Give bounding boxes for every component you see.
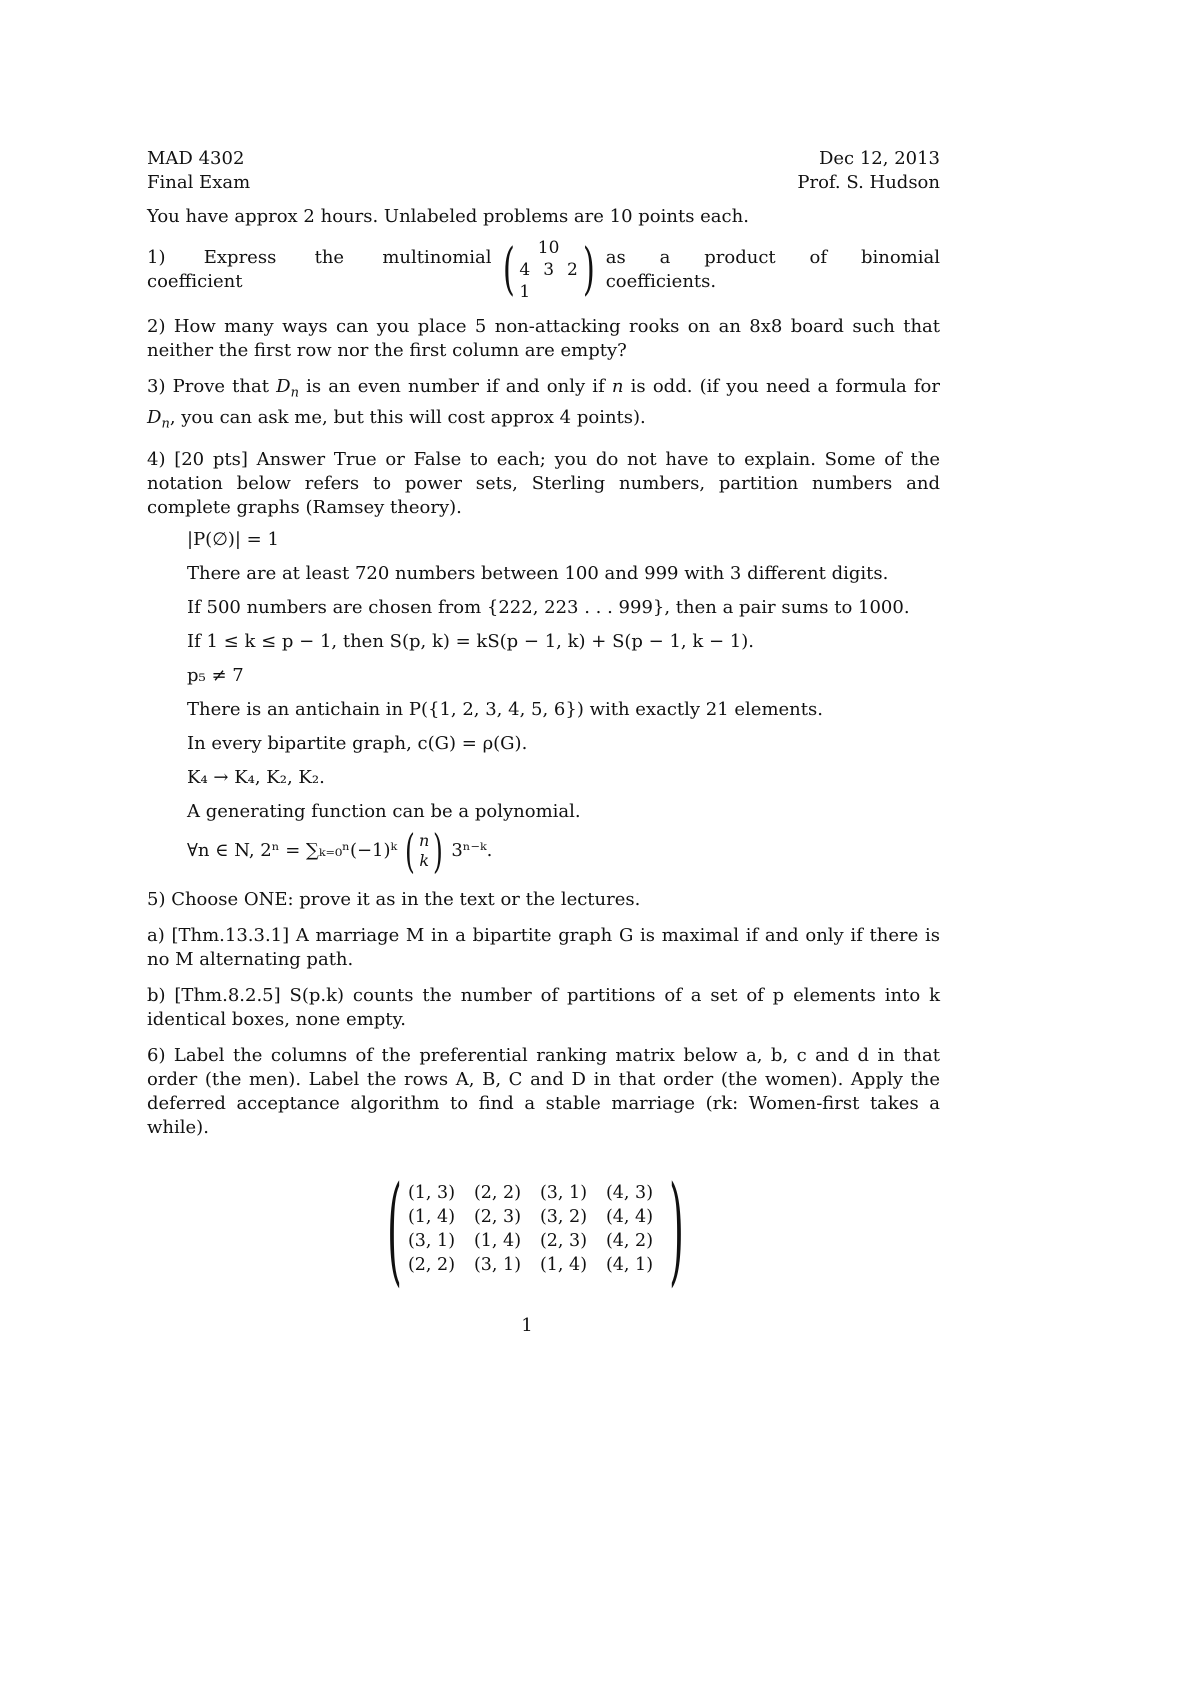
matrix-cell: (2, 3)	[473, 1207, 522, 1228]
exam-instructions: You have approx 2 hours. Unlabeled problems are 10 points each.	[147, 206, 749, 227]
tf-item: p₅ ≠ 7	[187, 665, 244, 687]
matrix-cell: (4, 4)	[605, 1207, 654, 1228]
matrix-cell: (3, 2)	[539, 1207, 588, 1228]
professor-name: Prof. S. Hudson	[797, 172, 940, 193]
tf-item: In every bipartite graph, c(G) = ρ(G).	[187, 733, 528, 755]
preferential-ranking-matrix: ( (1, 3) (2, 2) (3, 1) (4, 3) (1, 4) (2, 3) (3, 2) (4, 4) (3, 1) (1, 4) (2, 3) (4, 2) (2, 2) (3, 1) (1, 4) (4, 1) )	[386, 1160, 684, 1299]
matrix-cell: (1, 4)	[473, 1231, 522, 1252]
tf-item: K₄ → K₄, K₂, K₂.	[187, 767, 325, 789]
exam-header	[147, 147, 940, 195]
multinomial-bottom: 4 3 2 1	[519, 260, 578, 302]
problem-5b: b) [Thm.8.2.5] S(p.k) counts the number of partitions of a set of p elements into k identical boxes, none empty.	[147, 985, 940, 1031]
tf-item: A generating function can be a polynomial.	[187, 801, 581, 823]
matrix-grid	[399, 1181, 663, 1277]
matrix-cell: (3, 1)	[473, 1255, 522, 1276]
problem-1-text-after: as a product of binomial coefficients.	[605, 247, 940, 292]
multinomial-top: 10	[537, 238, 560, 258]
problem-3: 3) Prove that $D_n$ is an even number if and only if n is odd. (if you need a formula for $D_n$, you can ask me, but this will cost approx 4 points).	[147, 376, 940, 432]
matrix-cell: (3, 1)	[539, 1183, 588, 1204]
tf-item: |P(∅)| = 1	[187, 529, 279, 551]
tf-item: There is an antichain in P({1, 2, 3, 4, 5, 6}) with exactly 21 elements.	[187, 699, 823, 721]
exam-page	[147, 147, 940, 1338]
tf-item-binomial-sum: ∀n ∈ N, 2ⁿ = ∑ₖ₌₀ⁿ(−1)ᵏ ( n k ) 3ⁿ⁻ᵏ.	[187, 824, 493, 879]
problem-4-intro: 4) [20 pts] Answer True or False to each; you do not have to explain. Some of the notation below refers to power sets, Sterling numbers, partition numbers and complete graphs (Ramsey theory).	[147, 449, 940, 519]
problem-1	[147, 237, 940, 303]
matrix-cell: (4, 2)	[605, 1231, 654, 1252]
matrix-cell: (2, 2)	[473, 1183, 522, 1204]
matrix-cell: (3, 1)	[407, 1231, 456, 1252]
tf-item: There are at least 720 numbers between 100 and 999 with 3 different digits.	[187, 563, 889, 585]
matrix-cell: (4, 1)	[605, 1255, 654, 1276]
matrix-cell: (1, 3)	[407, 1183, 456, 1204]
matrix-cell: (1, 4)	[539, 1255, 588, 1276]
tf-item: If 500 numbers are chosen from {222, 223 . . . 999}, then a pair sums to 1000.	[187, 597, 910, 619]
exam-title: Final Exam	[147, 172, 251, 193]
true-false-list	[147, 528, 940, 879]
matrix-cell: (2, 2)	[407, 1255, 456, 1276]
problem-6: 6) Label the columns of the preferential ranking matrix below a, b, c and d in that order (the men). Label the rows A, B, C and D in that order (the women). Apply the deferred acceptance algorithm to find a stable marriage (rk: Women-first takes a while).	[147, 1045, 940, 1139]
binomial-n-k: ( n k )	[405, 824, 444, 879]
tf-item: If 1 ≤ k ≤ p − 1, then S(p, k) = kS(p − 1, k) + S(p − 1, k − 1).	[187, 631, 754, 653]
matrix-cell: (2, 3)	[539, 1231, 588, 1252]
multinomial-coefficient: ( 10 4 3 2 1 )	[502, 237, 595, 302]
problem-1-text-before: 1) Express the multinomial coefficient	[147, 247, 492, 292]
exam-date: Dec 12, 2013	[818, 148, 940, 169]
matrix-cell: (4, 3)	[605, 1183, 654, 1204]
problem-2: 2) How many ways can you place 5 non-attacking rooks on an 8x8 board such that neither the first row nor the first column are empty?	[147, 316, 940, 361]
course-code: MAD 4302	[147, 148, 245, 169]
problem-5a: a) [Thm.13.3.1] A marriage M in a bipartite graph G is maximal if and only if there is no M alternating path.	[147, 925, 940, 971]
page-number: 1	[521, 1315, 533, 1337]
problem-5-intro: 5) Choose ONE: prove it as in the text or the lectures.	[147, 889, 641, 911]
matrix-cell: (1, 4)	[407, 1207, 456, 1228]
